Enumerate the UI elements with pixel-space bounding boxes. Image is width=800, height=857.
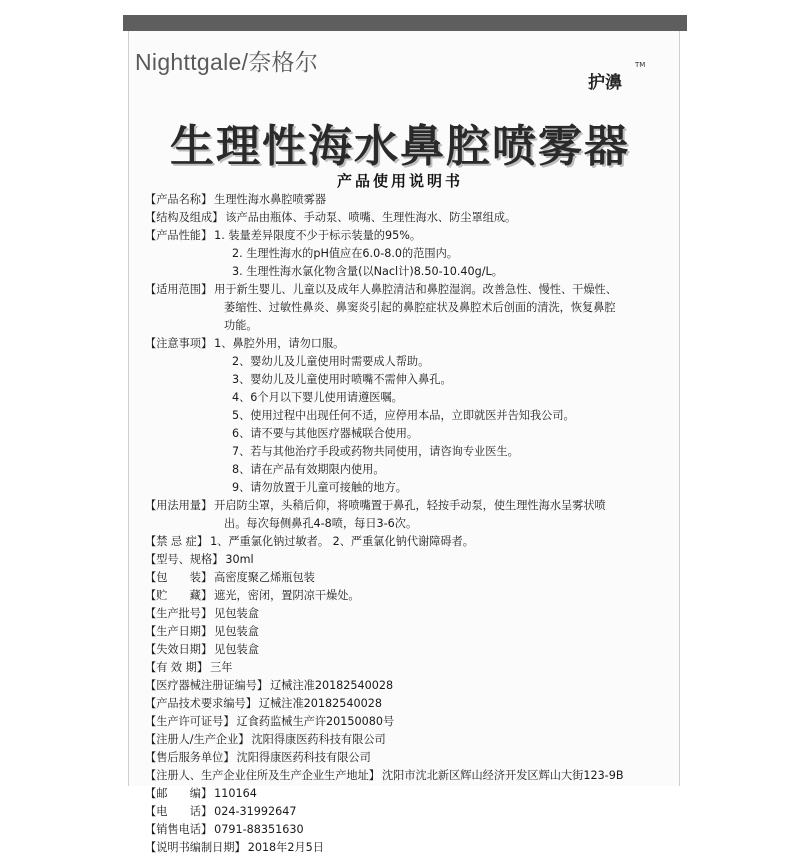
section-value: 7、若与其他治疗手段或药物共同使用，请咨询专业医生。 bbox=[232, 445, 519, 458]
section-address bbox=[145, 767, 660, 785]
section-value: 30ml bbox=[225, 553, 254, 566]
section-value: 辽食药监械生产许20150080号 bbox=[236, 715, 395, 728]
section-value: 出。每次每侧鼻孔4-8喷，每日3-6次。 bbox=[224, 517, 418, 530]
section-label: 【生产批号】 bbox=[145, 607, 213, 620]
section-label: 【销售电话】 bbox=[145, 823, 213, 836]
product-title: 生理性海水鼻腔喷雾器 bbox=[170, 121, 630, 172]
section-value: 8、请在产品有效期限内使用。 bbox=[232, 463, 385, 476]
section-label: 【注册人/生产企业】 bbox=[145, 733, 250, 746]
section-line bbox=[145, 263, 660, 281]
section-registrant bbox=[145, 731, 660, 749]
section-value: 萎缩性、过敏性鼻炎、鼻窦炎引起的鼻腔症状及鼻腔术后创面的清洗，恢复鼻腔 bbox=[224, 301, 616, 314]
section-compiled-date bbox=[145, 839, 660, 857]
section-value: 4、6个月以下婴儿使用请遵医嘱。 bbox=[232, 391, 403, 404]
section-batch bbox=[145, 605, 660, 623]
section-value: 6、请不要与其他医疗器械联合使用。 bbox=[232, 427, 419, 440]
section-value: 三年 bbox=[210, 661, 233, 674]
section-value: 1. 装量差异限度不少于标示装量的95%。 bbox=[214, 229, 422, 242]
section-license bbox=[145, 713, 660, 731]
section-value: 用于新生婴儿、儿童以及成年人鼻腔清洁和鼻腔湿润。改善急性、慢性、干燥性、 bbox=[214, 283, 617, 296]
document-subtitle: 产品使用说明书 bbox=[336, 172, 463, 190]
section-label: 【产品技术要求编号】 bbox=[145, 697, 257, 710]
section-line bbox=[145, 443, 660, 461]
section-line bbox=[145, 407, 660, 425]
section-registration bbox=[145, 677, 660, 695]
section-model bbox=[145, 551, 660, 569]
section-value: 辽械注准20182540028 bbox=[270, 679, 394, 692]
section-value: 110164 bbox=[214, 787, 257, 800]
section-value: 2018年2月5日 bbox=[247, 841, 324, 854]
top-dark-band bbox=[123, 15, 687, 31]
section-line bbox=[145, 389, 660, 407]
section-line bbox=[145, 515, 660, 533]
section-value: 0791-88351630 bbox=[214, 823, 304, 836]
section-package bbox=[145, 569, 660, 587]
section-value: 5、使用过程中出现任何不适，应停用本品，立即就医并告知我公司。 bbox=[232, 409, 575, 422]
section-value: 沈阳市沈北新区辉山经济开发区辉山大街123-9B bbox=[381, 769, 624, 782]
section-validity bbox=[145, 659, 660, 677]
section-value: 024-31992647 bbox=[214, 805, 297, 818]
section-postcode bbox=[145, 785, 660, 803]
section-label: 【用法用量】 bbox=[145, 499, 213, 512]
section-label: 【贮 藏】 bbox=[145, 589, 213, 602]
section-tech-spec bbox=[145, 695, 660, 713]
section-production-date bbox=[145, 623, 660, 641]
instruction-body bbox=[145, 191, 660, 857]
section-value: 3、婴幼儿及儿童使用时喷嘴不需伸入鼻孔。 bbox=[232, 373, 452, 386]
section-label: 【型号、规格】 bbox=[145, 553, 224, 566]
section-value: 功能。 bbox=[224, 319, 258, 332]
section-label: 【售后服务单位】 bbox=[145, 751, 235, 764]
section-line bbox=[145, 425, 660, 443]
section-value: 1、严重氯化钠过敏者。 2、严重氯化钠代谢障碍者。 bbox=[210, 535, 474, 548]
section-label: 【有 效 期】 bbox=[145, 661, 209, 674]
section-value: 遮光，密闭，置阴凉干燥处。 bbox=[214, 589, 360, 602]
section-label: 【产品名称】 bbox=[145, 193, 213, 206]
section-line bbox=[145, 317, 660, 335]
section-line bbox=[145, 461, 660, 479]
section-label: 【医疗器械注册证编号】 bbox=[145, 679, 269, 692]
section-label: 【结构及组成】 bbox=[145, 211, 224, 224]
section-value: 2、婴幼儿及儿童使用时需要成人帮助。 bbox=[232, 355, 430, 368]
section-usage bbox=[145, 497, 660, 515]
section-value: 沈阳得康医药科技有限公司 bbox=[236, 751, 371, 764]
section-label: 【包 装】 bbox=[145, 571, 213, 584]
section-line bbox=[145, 299, 660, 317]
section-label: 【电 话】 bbox=[145, 805, 213, 818]
brand-logo: 护濞 bbox=[588, 73, 622, 93]
section-value: 3. 生理性海水氯化物含量(以Nacl计)8.50-10.40g/L。 bbox=[232, 265, 503, 278]
section-notes bbox=[145, 335, 660, 353]
watermark-text: Nighttgale/奈格尔 bbox=[135, 49, 319, 75]
section-value: 见包装盒 bbox=[214, 643, 259, 656]
section-line bbox=[145, 479, 660, 497]
section-service bbox=[145, 749, 660, 767]
section-label: 【产品性能】 bbox=[145, 229, 213, 242]
section-sales-phone bbox=[145, 821, 660, 839]
section-value: 该产品由瓶体、手动泵、喷嘴、生理性海水、防尘罩组成。 bbox=[225, 211, 517, 224]
section-scope bbox=[145, 281, 660, 299]
section-value: 辽械注准20182540028 bbox=[258, 697, 382, 710]
section-value: 9、请勿放置于儿童可接触的地方。 bbox=[232, 481, 407, 494]
section-value: 高密度聚乙烯瓶包装 bbox=[214, 571, 315, 584]
section-label: 【注意事项】 bbox=[145, 337, 213, 350]
section-label: 【失效日期】 bbox=[145, 643, 213, 656]
section-value: 1、鼻腔外用，请勿口服。 bbox=[214, 337, 345, 350]
section-line bbox=[145, 371, 660, 389]
section-label: 【禁 忌 症】 bbox=[145, 535, 209, 548]
section-expiry-date bbox=[145, 641, 660, 659]
section-label: 【适用范围】 bbox=[145, 283, 213, 296]
section-line bbox=[145, 245, 660, 263]
trademark-mark: TM bbox=[635, 61, 646, 69]
section-value: 沈阳得康医药科技有限公司 bbox=[251, 733, 386, 746]
section-value: 2. 生理性海水的pH值应在6.0-8.0的范围内。 bbox=[232, 247, 458, 260]
section-performance bbox=[145, 227, 660, 245]
section-value: 生理性海水鼻腔喷雾器 bbox=[214, 193, 327, 206]
section-structure bbox=[145, 209, 660, 227]
section-value: 见包装盒 bbox=[214, 625, 259, 638]
section-label: 【注册人、生产企业住所及生产企业生产地址】 bbox=[145, 769, 380, 782]
section-phone bbox=[145, 803, 660, 821]
section-label: 【邮 编】 bbox=[145, 787, 213, 800]
section-value: 开启防尘罩，头稍后仰，将喷嘴置于鼻孔，轻按手动泵，使生理性海水呈雾状喷 bbox=[214, 499, 606, 512]
section-label: 【说明书编制日期】 bbox=[145, 841, 246, 854]
section-name bbox=[145, 191, 660, 209]
section-value: 见包装盒 bbox=[214, 607, 259, 620]
section-storage bbox=[145, 587, 660, 605]
section-line bbox=[145, 353, 660, 371]
section-label: 【生产许可证号】 bbox=[145, 715, 235, 728]
section-label: 【生产日期】 bbox=[145, 625, 213, 638]
section-contraindications bbox=[145, 533, 660, 551]
